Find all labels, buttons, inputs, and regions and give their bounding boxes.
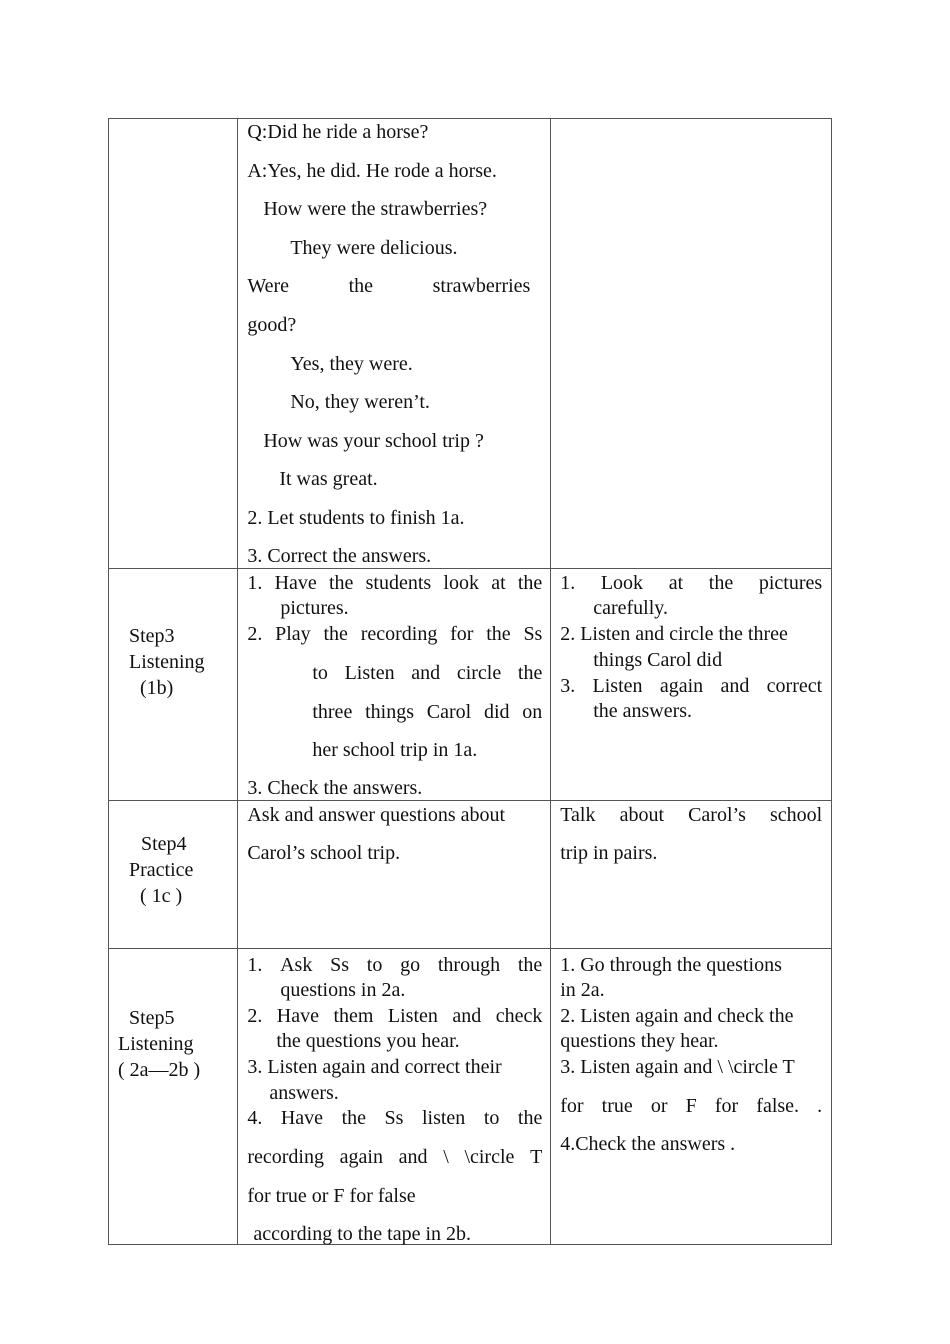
text-line <box>247 572 542 594</box>
text-line: things Carol did <box>593 649 723 671</box>
word: Ask <box>280 954 313 976</box>
word: and <box>411 662 441 684</box>
text-line <box>312 701 542 723</box>
text-line: Ask and answer questions about <box>247 804 506 826</box>
text-line: Q:Did he ride a horse? <box>247 121 429 143</box>
text-line: 3. Correct the answers. <box>247 545 432 567</box>
text-line: 3. Check the answers. <box>247 777 423 799</box>
word: or <box>650 1095 668 1117</box>
text-line: No, they weren’t. <box>290 391 430 413</box>
word: true <box>601 1095 633 1117</box>
word: again <box>339 1146 383 1168</box>
text-line <box>312 662 542 684</box>
text-line: 3. Listen again and \ \circle T <box>560 1056 795 1078</box>
text-line: answers. <box>269 1082 339 1104</box>
table-row <box>109 801 832 949</box>
word: the <box>517 662 543 684</box>
step-cell <box>109 801 238 949</box>
word: the <box>708 572 734 594</box>
table-row <box>109 569 832 801</box>
word: check <box>495 1005 543 1027</box>
text-line: the questions you hear. <box>276 1030 460 1052</box>
word: correct <box>766 675 823 697</box>
step-label-line: Step3 <box>129 625 175 647</box>
word: the <box>517 1107 543 1129</box>
word: did <box>483 701 510 723</box>
word: Listen <box>592 675 643 697</box>
teacher-activity-cell <box>238 569 551 801</box>
text-line <box>247 1107 542 1129</box>
text-line: good? <box>247 314 297 336</box>
text-line: carefully. <box>593 597 668 619</box>
word: pictures <box>758 572 823 594</box>
step-cell <box>109 949 238 1245</box>
text-line: Carol’s school trip. <box>247 842 401 864</box>
text-line: 3. Listen again and correct their <box>247 1056 502 1078</box>
text-line: pictures. <box>280 597 349 619</box>
word: the <box>517 954 543 976</box>
word: Have <box>276 1005 319 1027</box>
word: 1. <box>560 572 576 594</box>
word: F <box>685 1095 697 1117</box>
word: \ <box>443 1146 449 1168</box>
word: three <box>312 701 353 723</box>
table-row <box>109 119 832 569</box>
step-label-line: Listening <box>118 1033 194 1055</box>
word: again <box>659 675 704 697</box>
text-line: according to the tape in 2b. <box>253 1223 472 1245</box>
word: for <box>714 1095 739 1117</box>
word: and <box>398 1146 428 1168</box>
word: the <box>517 572 543 594</box>
word: Talk <box>560 804 596 826</box>
step-label-line: ( 1c ) <box>140 885 183 907</box>
lesson-plan-table <box>108 118 832 1245</box>
text-line: her school trip in 1a. <box>312 739 478 761</box>
text-line: questions they hear. <box>560 1030 719 1052</box>
step-label-line: ( 2a—2b ) <box>118 1059 201 1081</box>
step-label-line: (1b) <box>140 677 174 699</box>
text-line: They were delicious. <box>290 237 458 259</box>
word: 2. <box>247 1005 263 1027</box>
word: for <box>560 1095 584 1117</box>
student-activity-cell <box>551 569 832 801</box>
text-line: 2. Listen and circle the three <box>560 623 788 645</box>
word: Listen <box>387 1005 438 1027</box>
student-activity-cell <box>551 949 832 1245</box>
text-line: the answers. <box>593 700 693 722</box>
step-label-line: Step5 <box>129 1007 175 1029</box>
teacher-activity-cell <box>238 119 551 569</box>
word: strawberries <box>432 275 531 297</box>
word: school <box>769 804 823 826</box>
teacher-activity-cell <box>238 949 551 1245</box>
word: at <box>491 572 506 594</box>
table-row <box>109 949 832 1245</box>
word: 3. <box>560 675 576 697</box>
word: the <box>323 623 348 645</box>
text-line: How was your school trip ? <box>263 430 484 452</box>
word: 2. <box>247 623 263 645</box>
word: Listen <box>344 662 395 684</box>
text-line: 4.Check the answers . <box>560 1133 736 1155</box>
teacher-activity-cell <box>238 801 551 949</box>
word: things <box>365 701 414 723</box>
text-line <box>247 623 542 645</box>
word: Ss <box>330 954 350 976</box>
text-line <box>560 1095 822 1117</box>
word: circle <box>456 662 502 684</box>
word: Have <box>280 1107 324 1129</box>
word: T <box>530 1146 543 1168</box>
word: the <box>486 623 511 645</box>
word: and <box>720 675 750 697</box>
text-line: 2. Listen again and check the <box>560 1005 794 1027</box>
word: through <box>437 954 501 976</box>
word: recording <box>247 1146 324 1168</box>
word: to <box>483 1107 500 1129</box>
word: them <box>333 1005 374 1027</box>
word: Carol <box>426 701 472 723</box>
word: Look <box>600 572 644 594</box>
word: Carol’s <box>688 804 746 826</box>
word: and <box>452 1005 482 1027</box>
word: the <box>348 275 374 297</box>
text-line: 1. Go through the questions <box>560 954 782 976</box>
word: 1. <box>247 954 263 976</box>
word: Ss <box>384 1107 404 1129</box>
word: \circle <box>464 1146 515 1168</box>
word: look <box>443 572 479 594</box>
text-line: It was great. <box>279 468 378 490</box>
text-line: Yes, they were. <box>290 353 413 375</box>
word: for <box>450 623 474 645</box>
text-line: in 2a. <box>560 979 605 1001</box>
text-line: 2. Let students to finish 1a. <box>247 507 465 529</box>
word: about <box>619 804 664 826</box>
step-label-line: Listening <box>129 651 205 673</box>
word: Have <box>274 572 317 594</box>
word: listen <box>421 1107 466 1129</box>
text-line <box>247 1146 542 1168</box>
text-line: trip in pairs. <box>560 842 658 864</box>
word: false. <box>756 1095 800 1117</box>
word: to <box>312 662 328 684</box>
step-cell <box>109 119 238 569</box>
text-line <box>247 275 530 297</box>
step-cell <box>109 569 238 801</box>
word: Play <box>275 623 311 645</box>
word: to <box>366 954 383 976</box>
word: Ss <box>523 623 543 645</box>
student-activity-cell <box>551 801 832 949</box>
word: the <box>341 1107 367 1129</box>
word: on <box>522 701 543 723</box>
text-line <box>560 675 822 697</box>
word: 4. <box>247 1107 263 1129</box>
word: the <box>328 572 354 594</box>
text-line <box>560 804 822 826</box>
text-line: questions in 2a. <box>280 979 406 1001</box>
text-line <box>247 954 542 976</box>
step-label-line: Step4 <box>141 833 187 855</box>
word: recording <box>360 623 438 645</box>
step-label-line: Practice <box>129 859 194 881</box>
word: go <box>400 954 421 976</box>
text-line: A:Yes, he did. He rode a horse. <box>247 160 497 182</box>
text-line <box>560 572 822 594</box>
word: 1. <box>247 572 263 594</box>
text-line: How were the strawberries? <box>263 198 488 220</box>
text-line <box>247 1005 542 1027</box>
word: at <box>668 572 684 594</box>
word: . <box>817 1095 823 1117</box>
word: Were <box>247 275 290 297</box>
word: students <box>365 572 432 594</box>
student-activity-cell <box>551 119 832 569</box>
text-line: for true or F for false <box>247 1185 416 1207</box>
